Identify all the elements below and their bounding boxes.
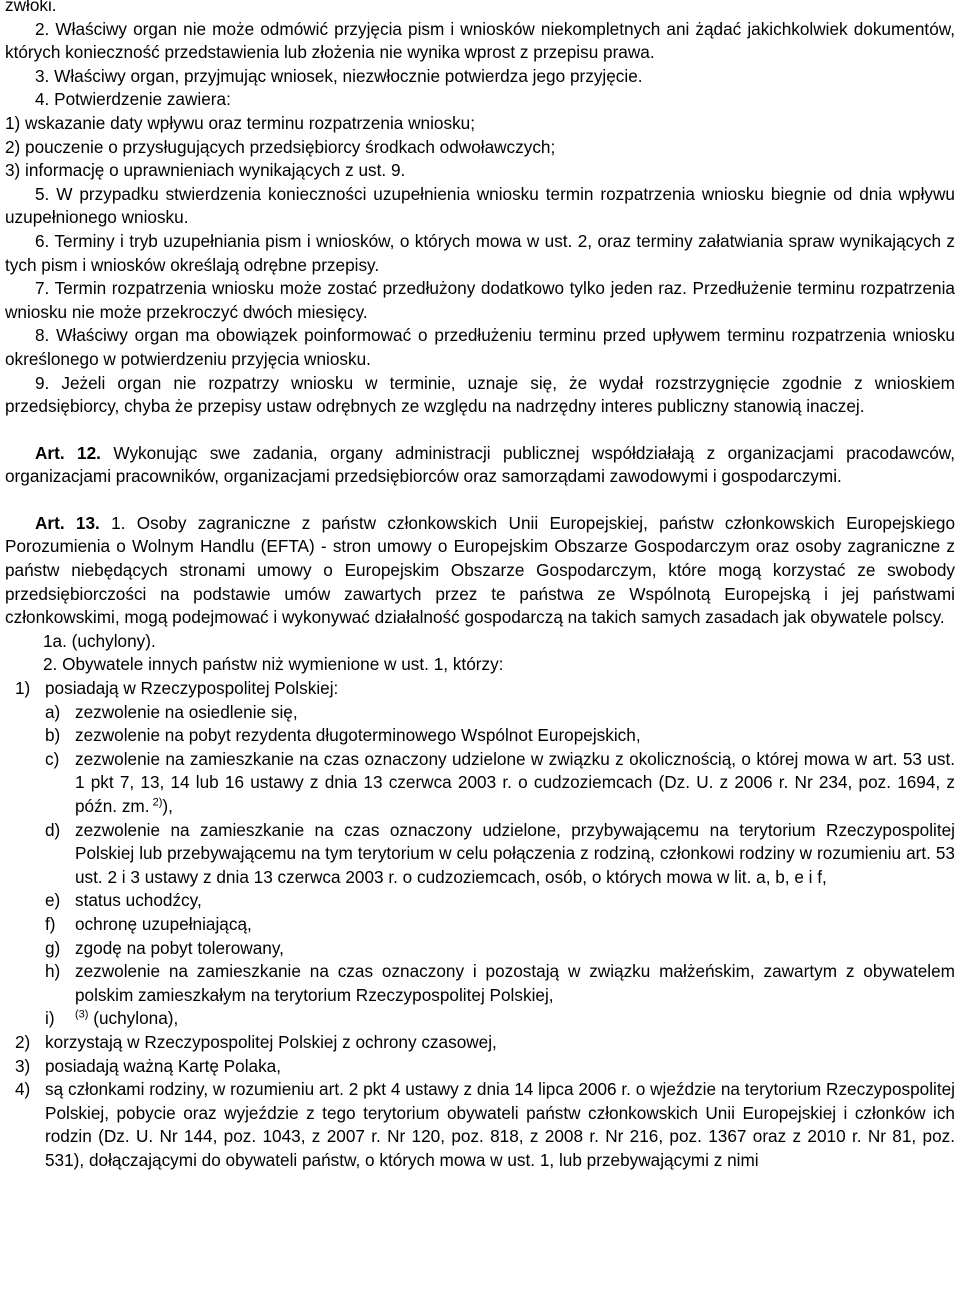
sub-list-item-letter: g) <box>45 937 61 958</box>
list-item <box>5 677 955 701</box>
spacer <box>5 419 955 442</box>
paragraph-9: 9. Jeżeli organ nie rozpatrzy wniosku w terminie, uznaje się, że wydał rozstrzygnięcie zgodnie z wnioskiem przedsiębiorcy, chyba że przepisy ustaw odrębnych ze względu na nadrzędny interes publiczny stanowią inaczej. <box>5 372 955 417</box>
list-item-text: posiadają w Rzeczypospolitej Polskiej: <box>45 678 339 699</box>
article-13 <box>5 512 955 630</box>
sub-list-item-text: (uchylona), <box>93 1008 179 1029</box>
paragraph-7: 7. Termin rozpatrzenia wniosku może zostać przedłużony dodatkowo tylko jeden raz. Przedłużenie terminu rozpatrzenia wniosku nie może przekroczyć dwóch miesięcy. <box>5 278 955 322</box>
sub-list-item-letter: f) <box>45 913 56 934</box>
paragraph-4: 4. Potwierdzenie zawiera: <box>35 89 231 110</box>
sub-list-item <box>5 819 955 890</box>
sub-list-item-letter: i) <box>45 1008 55 1029</box>
list-item-text: korzystają w Rzeczypospolitej Polskiej z ochrony czasowej, <box>45 1031 497 1052</box>
sub-list-item-letter: h) <box>45 961 61 982</box>
article-13-paragraph-1a: 1a. (uchylony). <box>43 630 156 651</box>
sub-list-item <box>5 701 955 725</box>
footnote-marker: 2) <box>149 796 163 809</box>
sub-list-item <box>5 748 955 819</box>
paragraph-continuation: zwłoki. <box>5 0 57 15</box>
article-13-item-list <box>5 677 955 1172</box>
sub-list-item-text: zezwolenie na osiedlenie się, <box>75 701 298 722</box>
list-item-number: 4) <box>15 1079 31 1100</box>
list-item-text: są członkami rodziny, w rozumieniu art. 2 pkt 4 ustawy z dnia 14 lipca 2006 r. o wjeździe na terytorium Rzeczypospolitej Polskiej, pobycie oraz wyjeździe z tego terytorium obywateli państw członkowskich Unii Europejskiej i członków ich rodzin (Dz. U. Nr 144, poz. 1043, z 2007 r. Nr 120, poz. 818, z 2008 r. Nr 216, poz. 1367 oraz z 2010 r. Nr 81, poz. 531), dołączającymi do obywateli państw, o których mowa w ust. 1, lub przebywającymi z nimi <box>45 1079 955 1170</box>
sub-list-item-text: zgodę na pobyt tolerowany, <box>75 937 284 958</box>
list-item <box>5 1031 955 1055</box>
paragraph-4-item-2: 2) pouczenie o przysługujących przedsiębiorcy środkach odwoławczych; <box>5 136 556 157</box>
sub-list-item <box>5 913 955 937</box>
paragraph-5: 5. W przypadku stwierdzenia konieczności uzupełnienia wniosku termin rozpatrzenia wniosku biegnie od dnia wpływu uzupełnionego wniosku. <box>5 183 955 228</box>
sub-list-item-letter: a) <box>45 701 61 722</box>
sub-list-item <box>5 960 955 1007</box>
spacer <box>5 489 955 512</box>
list-item-number: 2) <box>15 1031 31 1052</box>
sub-list-item-text: ochronę uzupełniającą, <box>75 913 252 934</box>
list-item-text: posiadają ważną Kartę Polaka, <box>45 1055 282 1076</box>
article-12-text: Wykonując swe zadania, organy administracji publicznej współdziałają z organizacjami pracodawców, organizacjami pracowników, organizacjami przedsiębiorców oraz samorządami zawodowymi i gospodarczymi. <box>5 442 955 487</box>
sub-list-item-letter: c) <box>45 748 60 769</box>
sub-list-item-text: zezwolenie na zamieszkanie na czas oznaczony i pozostają w związku małżeńskim, zawartym z obywatelem polskim zamieszkałym na terytorium Rzeczypospolitej Polskiej, <box>75 961 955 1005</box>
sub-list-item-text: zezwolenie na zamieszkanie na czas oznaczony udzielone, przybywającemu na terytorium Rzeczypospolitej Polskiej lub przebywającemu na tym terytorium w celu połączenia z rodziną, członkowi rodziny w rozumieniu art. 53 ust. 2 i 3 ustawy z dnia 13 czerwca 2003 r. o cudzoziemcach, osób, o których mowa w lit. a, b, e i f, <box>75 819 955 887</box>
sub-list-item-text-end: ), <box>162 796 173 816</box>
sub-list-item <box>5 889 955 913</box>
paragraph-2: 2. Właściwy organ nie może odmówić przyjęcia pism i wniosków niekompletnych ani żądać jakichkolwiek dokumentów, których konieczność przedstawienia lub złożenia nie wynika wprost z przepisu prawa. <box>5 18 955 63</box>
list-item-number: 1) <box>15 678 31 699</box>
list-item-number: 3) <box>15 1055 31 1076</box>
article-13-text: 1. Osoby zagraniczne z państw członkowskich Unii Europejskiej, państw członkowskich Europejskiego Porozumienia o Wolnym Handlu (EFTA) - stron umowy o Europejskim Obszarze Gospodarczym oraz osoby zagraniczne z państw niebędących stronami umowy o Europejskim Obszarze Gospodarczym, które mogą korzystać ze swobody przedsiębiorczości na podstawie umów zawartych przez te państwa ze Wspólnotą Europejską i jej państwami członkowskimi, mogą podejmować i wykonywać działalność gospodarczą na takich samych zasadach jak obywatele polscy. <box>5 512 955 628</box>
sub-list-item <box>5 937 955 961</box>
sub-list-item-letter: b) <box>45 725 61 746</box>
paragraph-4-item-3: 3) informację o uprawnieniach wynikających z ust. 9. <box>5 160 406 181</box>
sub-list-item <box>5 724 955 748</box>
footnote-marker: (3) <box>75 1008 89 1021</box>
sub-list-item-text: zezwolenie na pobyt rezydenta długoterminowego Wspólnot Europejskich, <box>75 725 641 746</box>
list-item <box>5 1078 955 1172</box>
sub-list-item-letter: d) <box>45 819 61 840</box>
sub-list-item <box>5 1007 955 1031</box>
sub-list-item-letter: e) <box>45 890 61 911</box>
article-12-label: Art. 12. <box>35 442 101 463</box>
article-13-label: Art. 13. <box>35 512 100 533</box>
sub-list-item-text: zezwolenie na zamieszkanie na czas oznaczony udzielone w związku z okolicznością, o której mowa w art. 53 ust. 1 pkt 7, 13, 14 lub 16 ustawy z dnia 13 czerwca 2003 r. o cudzoziemcach (Dz. U. z 2006 r. Nr 234, poz. 1694, z późn. zm. <box>75 748 955 816</box>
paragraph-6: 6. Terminy i tryb uzupełniania pism i wniosków, o których mowa w ust. 2, oraz terminy załatwiania spraw wynikających z tych pism i wniosków określają odrębne przepisy. <box>5 230 955 275</box>
sub-list-item-text: status uchodźcy, <box>75 890 202 911</box>
article-13-paragraph-2: 2. Obywatele innych państw niż wymienione w ust. 1, którzy: <box>43 654 504 675</box>
list-item <box>5 1055 955 1079</box>
paragraph-4-item-1: 1) wskazanie daty wpływu oraz terminu rozpatrzenia wniosku; <box>5 112 475 133</box>
article-12 <box>5 442 955 489</box>
paragraph-8: 8. Właściwy organ ma obowiązek poinformować o przedłużeniu terminu przed upływem terminu rozpatrzenia wniosku określonego w potwierdzeniu przyjęcia wniosku. <box>5 325 955 369</box>
paragraph-3: 3. Właściwy organ, przyjmując wniosek, niezwłocznie potwierdza jego przyjęcie. <box>35 65 643 86</box>
